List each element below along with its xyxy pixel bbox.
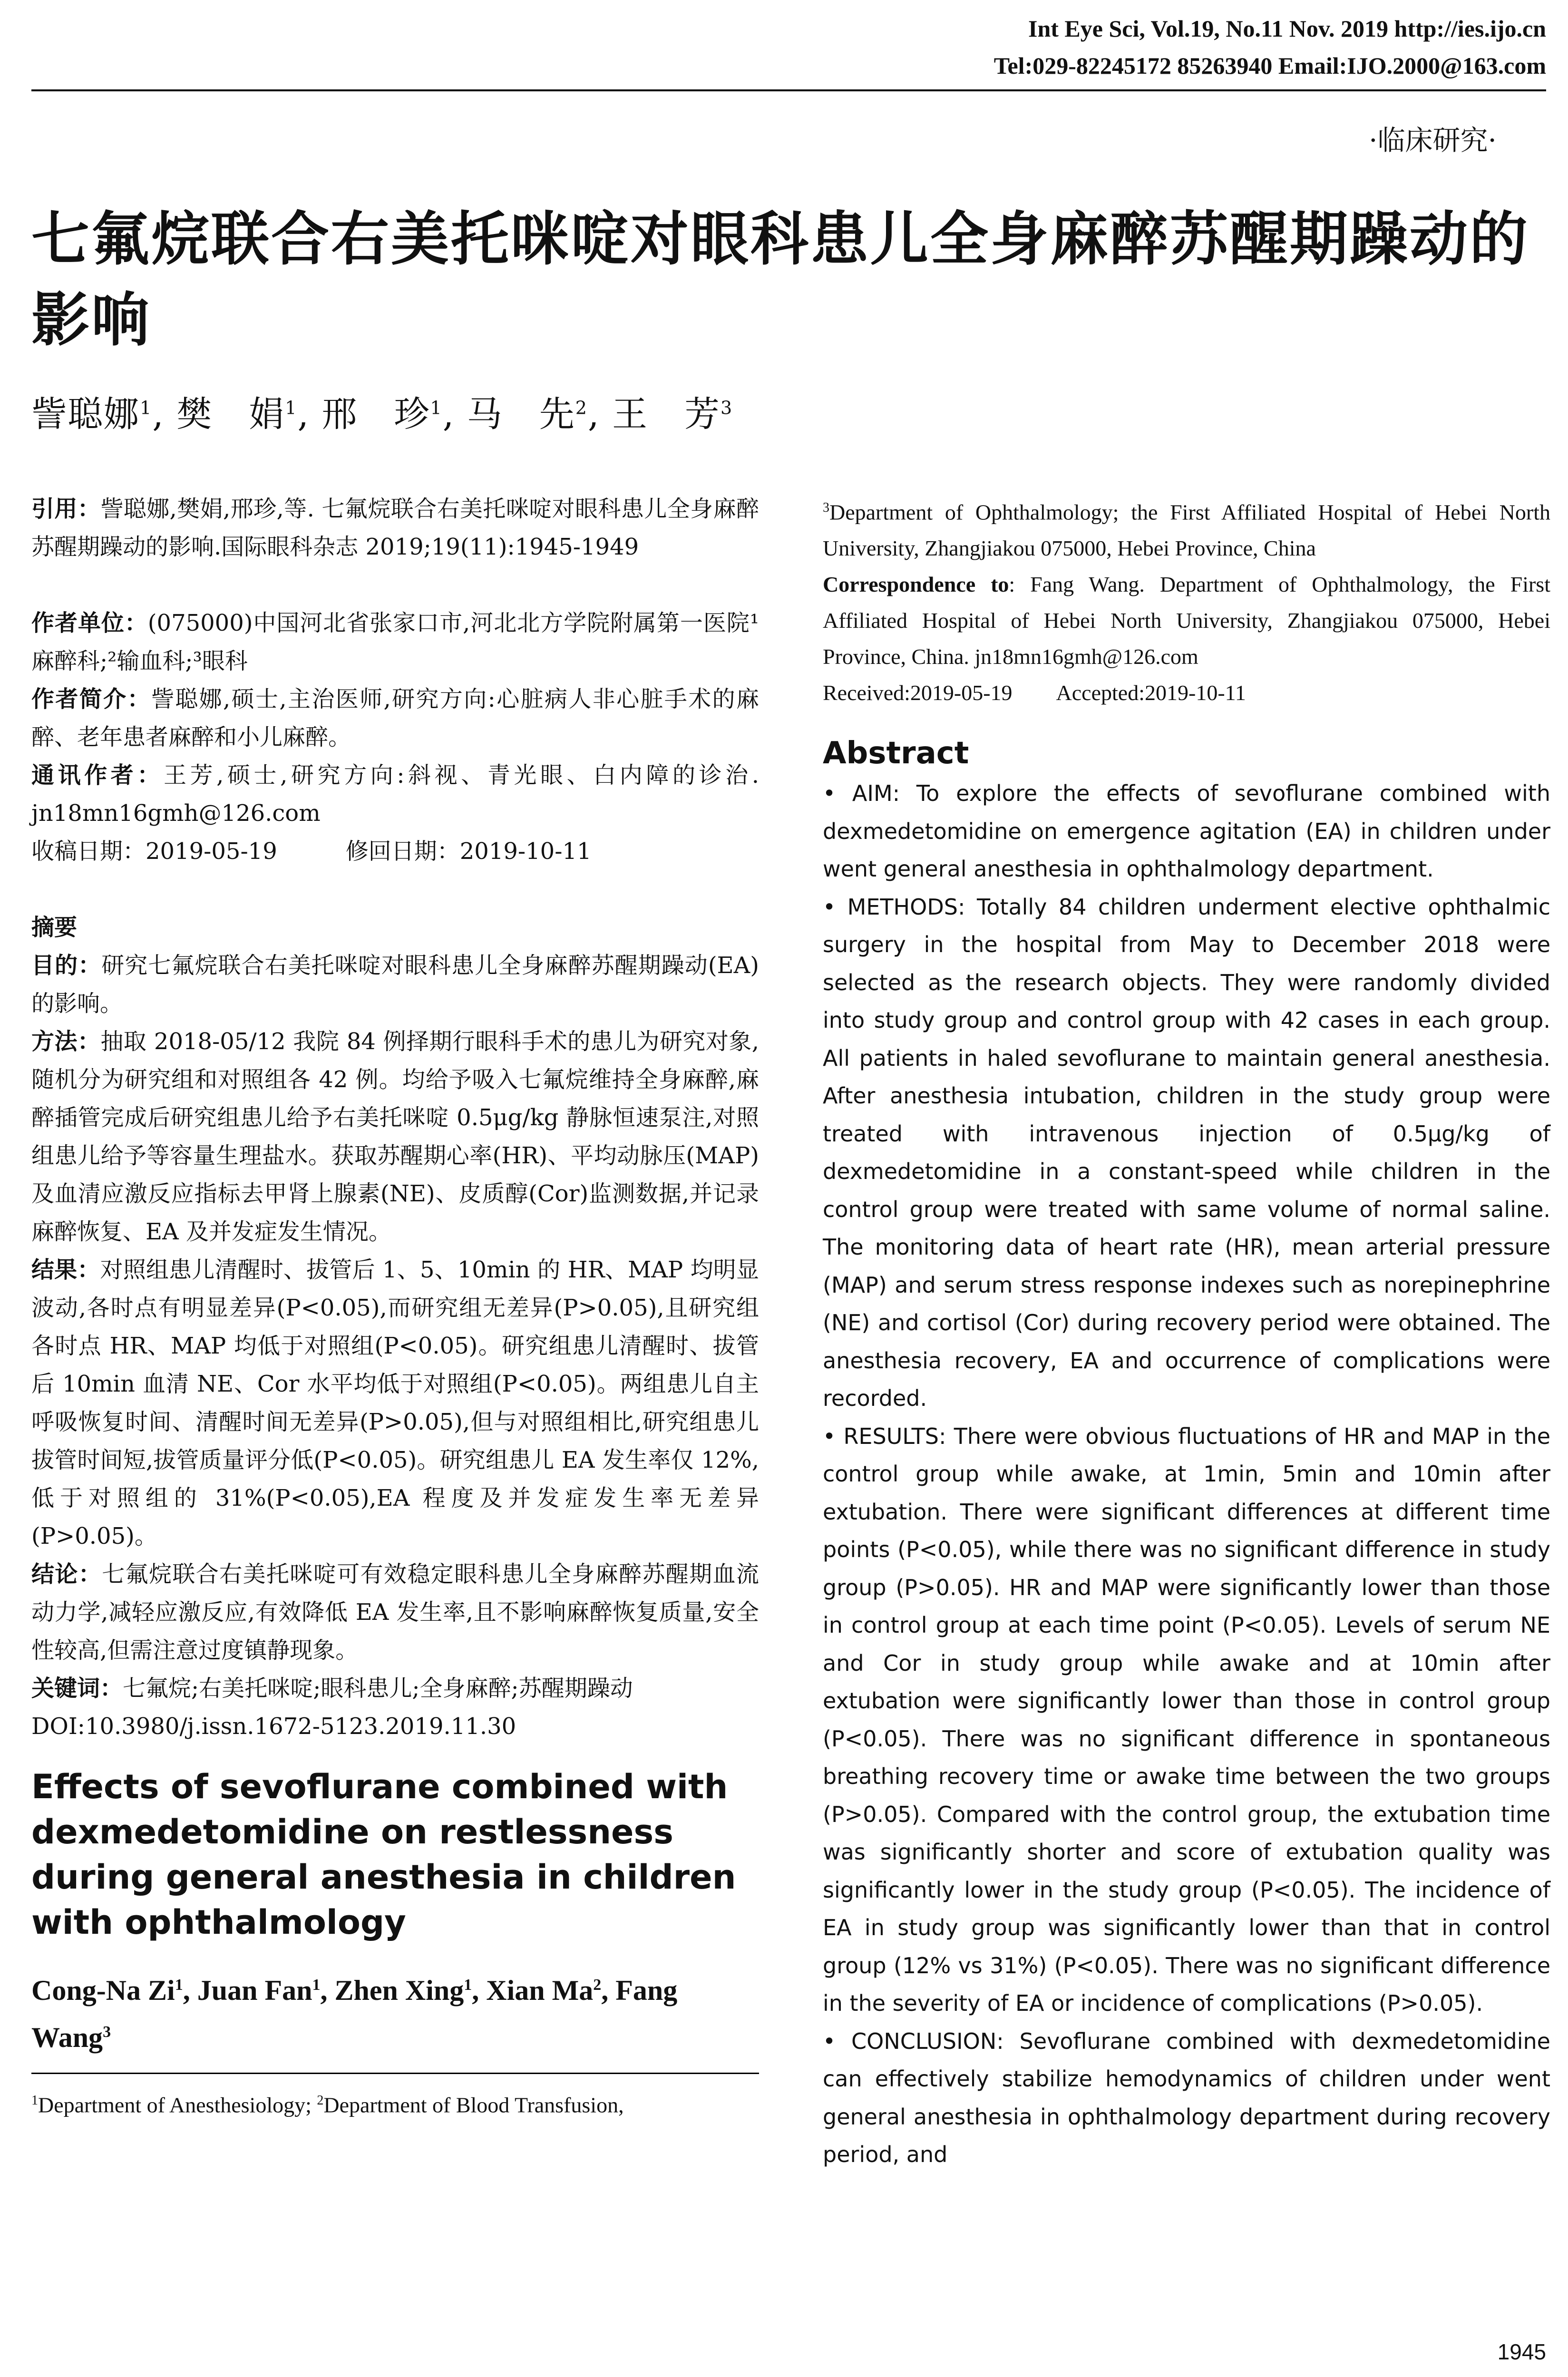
author-sep: , [442,394,455,435]
abstract-conclusion-cn: 结论：七氟烷联合右美托咪啶可有效稳定眼科患儿全身麻醉苏醒期血流动力学,减轻应激反应,有效降低 EA 发生率,且不影响麻醉恢复质量,安全性较高,但需注意过度镇静现象。 [31,1561,759,1664]
journal-header-line2: Tel:029-82245172 85263940 Email:IJO.2000@163.com [993,52,1546,79]
en-author-name: Juan Fan [197,1975,312,2006]
footnote-rule [31,2073,759,2074]
author-sep: , [587,394,600,435]
author-name: 马 先 [467,394,575,435]
en-author-name: Cong-Na Zi [31,1975,175,2006]
page-number: 1945 [1497,2339,1546,2364]
english-title: Effects of sevoflurane combined with dexmedetomidine on restlessness during general anesthesia in children with ophthalmology [31,1767,736,1942]
author-list [31,386,733,437]
abstract-conclusion-en: • CONCLUSION: Sevoflurane combined with dexmedetomidine can effectively stabilize hemodynamics of children under went general anesthesia in ophthalmology department during recovery period, and [823,2028,1550,2168]
author-affil: 1 [285,397,298,419]
abstract-heading-en: Abstract [823,736,969,771]
footnote-departments: $^1$Department of Anesthesiology; $^2$Department of Blood Transfusion, [31,2093,624,2117]
received-accepted: Received:2019-05-19 Accepted:2019-10-11 [823,681,1246,705]
en-author-name: Fang Wang [31,1975,678,2053]
left-column [31,490,759,2122]
en-author-affil: 1 [464,1976,472,1994]
citation: 引用：訾聪娜,樊娟,邢珍,等. 七氟烷联合右美托咪啶对眼科患儿全身麻醉苏醒期躁动的影响.国际眼科杂志 2019;19(11):1945-1949 [31,496,759,560]
article-title: 七氟烷联合右美托咪啶对眼科患儿全身麻醉苏醒期躁动的影响 [31,205,1529,354]
author-affil: 1 [140,397,153,419]
author-sep: , [152,394,165,435]
author-sep: , [297,394,310,435]
abstract-aim-cn: 目的：研究七氟烷联合右美托咪啶对眼科患儿全身麻醉苏醒期躁动(EA)的影响。 [31,952,759,1017]
english-author-list: Cong-Na Zi$^1$, Juan Fan$^1$, Zhen Xing$^1$, Xian Ma$^2$, Fang Wang$^3$ [31,1975,678,2053]
abstract-results-en: • RESULTS: There were obvious fluctuations of HR and MAP in the control group while awake, at 1min, 5min and 10min after extubation. There were significant differences at different time points (P<0.05), while there was no significant difference in study group (P>0.05). HR and MAP were significantly lower than those in control group at each time point (P<0.05). Levels of serum NE and Cor in study group while awake and at 10min after extubation were significantly lower than those in control group (P<0.05). There was no significant difference in spontaneous breathing recovery time or awake time between the two groups (P>0.05). Compared with the control group, the extubation time was significantly shorter and score of extubation quality was significantly lower in the study group (P<0.05). The incidence of EA in study group was significantly lower than that in control group (12% vs 31%) (P<0.05). There was no significant difference in the severity of EA or incidence of complications (P>0.05). [823,1423,1550,2017]
department-3: $^3$Department of Ophthalmology; the First Affiliated Hospital of Hebei North University, Zhangjiakou 075000, Hebei Province, China [823,500,1550,561]
author-affil: 2 [575,397,588,419]
author-affil: 1 [430,397,443,419]
en-author-affil: 3 [103,2023,111,2041]
affiliation: 作者单位：(075000)中国河北省张家口市,河北北方学院附属第一医院¹麻醉科;²输血科;³眼科 [31,610,759,674]
en-author-name: Xian Ma [486,1975,594,2006]
author-name: 王 芳 [612,394,721,435]
journal-header-line1: Int Eye Sci, Vol.19, No.11 Nov. 2019 http://ies.ijo.cn [1028,15,1546,42]
right-column [823,490,1550,2174]
author-affil: 3 [721,397,733,419]
en-author-name: Zhen Xing [334,1975,464,2006]
abstract-results-cn: 结果：对照组患儿清醒时、拔管后 1、5、10min 的 HR、MAP 均明显波动,各时点有明显差异(P<0.05),而研究组无差异(P>0.05),且研究组各时点 HR、MAP 均低于对照组(P<0.05)。研究组患儿清醒时、拔管后 10min 血清 NE、Cor 水平均低于对照组(P<0.05)。两组患儿自主呼吸恢复时间、清醒时间无差异(P>0.05),但与对照组相比,研究组患儿拔管时间短,拔管质量评分低(P<0.05)。研究组患儿 EA 发生率仅 12%,低于对照组的 31%(P<0.05),EA 程度及并发症发生率无差异(P>0.05)。 [31,1257,759,1549]
author-name: 訾聪娜 [31,394,140,435]
corresponding-author: 通讯作者：王芳,硕士,研究方向:斜视、青光眼、白内障的诊治. jn18mn16gmh@126.com [31,762,759,827]
doi: DOI:10.3980/j.issn.1672-5123.2019.11.30 [31,1713,516,1740]
section-tag: ·临床研究· [1369,124,1497,156]
author-name: 樊 娟 [176,394,285,435]
dates-cn: 收稿日期：2019-05-19 修回日期：2019-10-11 [31,838,592,865]
abstract-heading-cn: 摘要 [31,914,78,941]
en-author-affil: 1 [312,1976,321,1994]
correspondence: Correspondence to: Fang Wang. Department of Ophthalmology, the First Affiliated Hospital of Hebei North University, Zhangjiakou 075000, Hebei Province, China. jn18mn16gmh@126.com [823,572,1550,669]
abstract-aim-en: • AIM: To explore the effects of sevoflurane combined with dexmedetomidine on emergence agitation (EA) in children under went general anesthesia in ophthalmology department. [823,780,1550,882]
author-name: 邢 珍 [321,394,430,435]
author-bio: 作者简介：訾聪娜,硕士,主治医师,研究方向:心脏病人非心脏手术的麻醉、老年患者麻醉和小儿麻醉。 [31,686,759,750]
en-author-affil: 2 [593,1976,602,1994]
en-author-affil: 1 [175,1976,183,1994]
abstract-methods-cn: 方法：抽取 2018-05/12 我院 84 例择期行眼科手术的患儿为研究对象,随机分为研究组和对照组各 42 例。均给予吸入七氟烷维持全身麻醉,麻醉插管完成后研究组患儿给予右美托咪啶 0.5μg/kg 静脉恒速泵注,对照组患儿给予等容量生理盐水。获取苏醒期心率(HR)、平均动脉压(MAP)及血清应激反应指标去甲肾上腺素(NE)、皮质醇(Cor)监测数据,并记录麻醉恢复、EA 及并发症发生情况。 [31,1028,759,1245]
abstract-methods-en: • METHODS: Totally 84 children underment elective ophthalmic surgery in the hospital from May to December 2018 were selected as the research objects. They were randomly divided into study group and control group with 42 cases in each group. All patients in haled sevoflurane to maintain general anesthesia. After anesthesia intubation, children in the study group were treated with intravenous injection of 0.5μg/kg of dexmedetomidine in a constant-speed while children in the control group were treated with same volume of normal saline. The monitoring data of heart rate (HR), mean arterial pressure (MAP) and serum stress response indexes such as norepinephrine (NE) and cortisol (Cor) during recovery period were obtained. The anesthesia recovery, EA and occurrence of complications were recorded. [823,894,1550,1412]
keywords-cn: 关键词：七氟烷;右美托咪啶;眼科患儿;全身麻醉;苏醒期躁动 [31,1675,633,1702]
header-rule [31,89,1546,91]
